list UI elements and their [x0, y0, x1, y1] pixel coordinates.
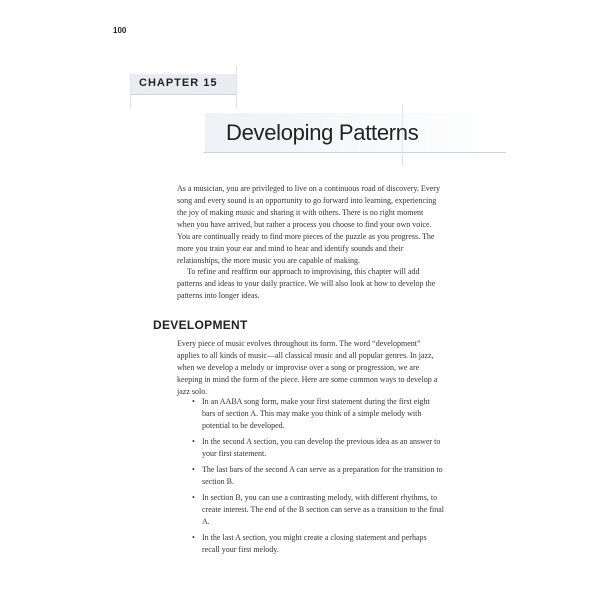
list-item-text: The last bars of the second A can serve as a preparation for the transition to section B.	[202, 465, 443, 486]
page-number: 100	[113, 26, 127, 35]
list-item	[177, 464, 445, 488]
bullet-icon: •	[192, 533, 195, 542]
list-item-text: In the last A section, you might create a closing statement and perhaps recall your first melody.	[202, 533, 427, 554]
bullet-icon: •	[192, 437, 195, 446]
chapter-title: Developing Patterns	[226, 120, 419, 145]
bullet-icon: •	[192, 397, 195, 406]
list-item	[177, 436, 445, 460]
list-item	[177, 532, 445, 556]
guide-line	[130, 74, 131, 108]
bullet-list	[177, 396, 445, 560]
list-item	[177, 396, 445, 432]
guide-line	[203, 152, 506, 153]
list-item-text: In section B, you can use a contrasting melody, with different rhythms, to create interest. The end of the B section can serve as a transition to the final A.	[202, 493, 444, 526]
list-item-text: In an AABA song form, make your first statement during the first eight bars of section A. This may make you think of a simple melody with potential to be developed.	[202, 397, 430, 430]
list-item	[177, 492, 445, 528]
bullet-icon: •	[192, 493, 195, 502]
intro-paragraph: To refine and reaffirm our approach to improvising, this chapter will add patterns and ideas to your daily practice. We will also look at how to develop the patterns into longer ideas.	[177, 267, 436, 300]
guide-line	[236, 66, 237, 108]
section-paragraph: Every piece of music evolves throughout its form. The word “development” applies to all kinds of music—all classical music and all popular genres. In jazz, when we develop a melody or improvise over a song or progression, we are keeping in mind the form of the piece. Here are some common ways to develop a jazz solo.	[177, 339, 438, 396]
intro-paragraph: As a musician, you are privileged to live on a continuous road of discovery. Every song and every sound is an opportunity to go forward into learning, experiencing the joy of making music and sharing it with others. There is no right moment when you have arrived, but rather a process you choose to find your own voice. You are continually ready to find more pieces of the puzzle as you progress. The more you train your ear and mind to hear and identify sounds and their relationships, the more music you are capable of making.	[177, 184, 440, 265]
section-heading: DEVELOPMENT	[153, 318, 248, 332]
guide-line	[130, 94, 236, 95]
chapter-label: CHAPTER 15	[139, 77, 218, 89]
list-item-text: In the second A section, you can develop the previous idea as an answer to your first statement.	[202, 437, 441, 458]
bullet-icon: •	[192, 465, 195, 474]
